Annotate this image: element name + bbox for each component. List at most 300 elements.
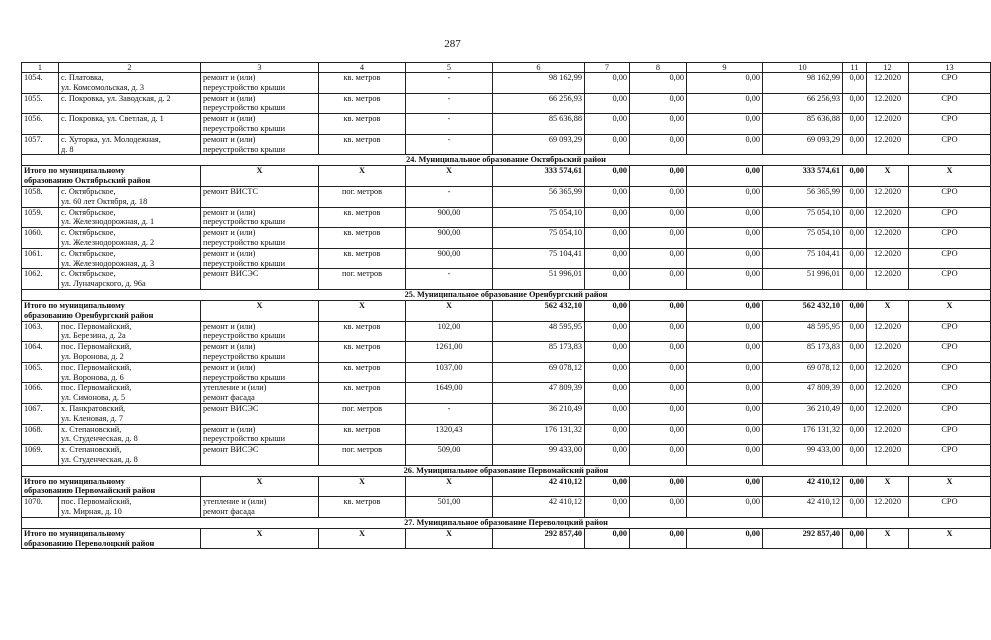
cost-column-10: 69 093,29 — [763, 134, 843, 155]
work-type: ремонт и (или) переустройство крыши — [201, 73, 319, 94]
cost-column-10: 75 054,10 — [763, 228, 843, 249]
cost-column-9: 0,00 — [687, 383, 763, 404]
completion-date: 12.2020 — [867, 73, 909, 94]
table-row — [22, 342, 991, 363]
cost-column-8: 0,00 — [630, 73, 687, 94]
cost-column-7: 0,00 — [585, 476, 630, 497]
quantity: 501,00 — [406, 497, 493, 518]
unit: кв. метров — [319, 114, 406, 135]
cost-column-11: 0,00 — [843, 207, 867, 228]
cost-column-9: 0,00 — [687, 528, 763, 549]
cost-column-11: 0,00 — [843, 528, 867, 549]
completion-date: 12.2020 — [867, 403, 909, 424]
cost-column-11: 0,00 — [843, 424, 867, 445]
cost-column-11: 0,00 — [843, 134, 867, 155]
completion-date: 12.2020 — [867, 383, 909, 404]
unit: X — [319, 528, 406, 549]
total-cost: 75 104,41 — [493, 248, 585, 269]
quantity: - — [406, 134, 493, 155]
table-row — [22, 269, 991, 290]
completion-date: X — [867, 166, 909, 187]
column-number: 1 — [22, 63, 59, 73]
work-type: ремонт ВИСЭС — [201, 403, 319, 424]
section-title: 26. Муниципальное образование Первомайский район — [22, 465, 991, 476]
cost-column-8: 0,00 — [630, 445, 687, 466]
cost-column-10: 48 595,95 — [763, 321, 843, 342]
cost-column-10: 176 131,32 — [763, 424, 843, 445]
column-number: 13 — [909, 63, 991, 73]
method: СРО — [909, 424, 991, 445]
cost-column-10: 66 256,93 — [763, 93, 843, 114]
cost-column-7: 0,00 — [585, 362, 630, 383]
cost-column-7: 0,00 — [585, 248, 630, 269]
cost-column-8: 0,00 — [630, 93, 687, 114]
row-number: 1054. — [22, 73, 59, 94]
section-title: 27. Муниципальное образование Переволоцкий район — [22, 517, 991, 528]
cost-column-11: 0,00 — [843, 383, 867, 404]
quantity: X — [406, 166, 493, 187]
cost-column-7: 0,00 — [585, 300, 630, 321]
completion-date: 12.2020 — [867, 342, 909, 363]
total-cost: 51 996,01 — [493, 269, 585, 290]
cost-column-10: 85 173,83 — [763, 342, 843, 363]
address: с. Октябрьское, ул. Луначарского, д. 96а — [59, 269, 201, 290]
cost-column-9: 0,00 — [687, 403, 763, 424]
total-cost: 48 595,95 — [493, 321, 585, 342]
cost-column-9: 0,00 — [687, 321, 763, 342]
quantity: 900,00 — [406, 207, 493, 228]
quantity: - — [406, 73, 493, 94]
cost-column-11: 0,00 — [843, 269, 867, 290]
unit: кв. метров — [319, 207, 406, 228]
cost-column-8: 0,00 — [630, 383, 687, 404]
cost-column-8: 0,00 — [630, 300, 687, 321]
address: с. Октябрьское, ул. Железнодорожная, д. 1 — [59, 207, 201, 228]
work-type: ремонт и (или) переустройство крыши — [201, 114, 319, 135]
cost-column-8: 0,00 — [630, 228, 687, 249]
table-row — [22, 228, 991, 249]
cost-column-7: 0,00 — [585, 342, 630, 363]
table-row — [22, 134, 991, 155]
address: пос. Первомайский, ул. Симонова, д. 5 — [59, 383, 201, 404]
cost-column-10: 333 574,61 — [763, 166, 843, 187]
cost-column-10: 36 210,49 — [763, 403, 843, 424]
cost-column-9: 0,00 — [687, 134, 763, 155]
cost-column-7: 0,00 — [585, 528, 630, 549]
total-cost: 66 256,93 — [493, 93, 585, 114]
cost-column-7: 0,00 — [585, 269, 630, 290]
row-number: 1058. — [22, 186, 59, 207]
cost-column-7: 0,00 — [585, 445, 630, 466]
work-type: ремонт ВИСЭС — [201, 269, 319, 290]
quantity: X — [406, 528, 493, 549]
unit: X — [319, 300, 406, 321]
table-row — [22, 445, 991, 466]
total-cost: 85 636,88 — [493, 114, 585, 135]
column-number: 9 — [687, 63, 763, 73]
cost-column-10: 47 809,39 — [763, 383, 843, 404]
method: СРО — [909, 383, 991, 404]
cost-column-10: 69 078,12 — [763, 362, 843, 383]
address: с. Октябрьское, ул. Железнодорожная, д. 3 — [59, 248, 201, 269]
column-number: 12 — [867, 63, 909, 73]
completion-date: 12.2020 — [867, 228, 909, 249]
completion-date: 12.2020 — [867, 207, 909, 228]
method: СРО — [909, 362, 991, 383]
cost-column-11: 0,00 — [843, 342, 867, 363]
completion-date: 12.2020 — [867, 445, 909, 466]
cost-column-7: 0,00 — [585, 166, 630, 187]
cost-column-10: 75 054,10 — [763, 207, 843, 228]
table-row — [22, 73, 991, 94]
cost-column-11: 0,00 — [843, 497, 867, 518]
cost-column-9: 0,00 — [687, 424, 763, 445]
column-number: 10 — [763, 63, 843, 73]
cost-column-8: 0,00 — [630, 497, 687, 518]
table-row — [22, 383, 991, 404]
table-row — [22, 424, 991, 445]
completion-date: 12.2020 — [867, 114, 909, 135]
unit: пог. метров — [319, 445, 406, 466]
quantity: 509,00 — [406, 445, 493, 466]
cost-column-10: 42 410,12 — [763, 497, 843, 518]
table-row — [22, 207, 991, 228]
row-number: 1061. — [22, 248, 59, 269]
completion-date: 12.2020 — [867, 269, 909, 290]
cost-column-9: 0,00 — [687, 476, 763, 497]
column-number-header-row — [22, 63, 991, 73]
row-number: 1062. — [22, 269, 59, 290]
subtotal-label: Итого по муниципальному образованию Первомайский район — [22, 476, 201, 497]
total-cost: 562 432,10 — [493, 300, 585, 321]
work-type: ремонт ВИСТС — [201, 186, 319, 207]
total-cost: 47 809,39 — [493, 383, 585, 404]
completion-date: 12.2020 — [867, 134, 909, 155]
cost-column-9: 0,00 — [687, 166, 763, 187]
cost-column-9: 0,00 — [687, 362, 763, 383]
row-number: 1066. — [22, 383, 59, 404]
cost-column-9: 0,00 — [687, 497, 763, 518]
unit: пог. метров — [319, 186, 406, 207]
total-cost: 75 054,10 — [493, 228, 585, 249]
cost-column-9: 0,00 — [687, 228, 763, 249]
work-type: утепление и (или) ремонт фасада — [201, 383, 319, 404]
row-number: 1069. — [22, 445, 59, 466]
work-type: ремонт и (или) переустройство крыши — [201, 228, 319, 249]
work-type: ремонт и (или) переустройство крыши — [201, 93, 319, 114]
work-type: X — [201, 476, 319, 497]
table-row — [22, 403, 991, 424]
cost-column-9: 0,00 — [687, 300, 763, 321]
work-type: ремонт и (или) переустройство крыши — [201, 134, 319, 155]
completion-date: 12.2020 — [867, 248, 909, 269]
completion-date: X — [867, 300, 909, 321]
cost-column-10: 51 996,01 — [763, 269, 843, 290]
cost-column-10: 99 433,00 — [763, 445, 843, 466]
cost-column-7: 0,00 — [585, 73, 630, 94]
unit: кв. метров — [319, 248, 406, 269]
cost-column-11: 0,00 — [843, 362, 867, 383]
unit: кв. метров — [319, 362, 406, 383]
cost-column-8: 0,00 — [630, 362, 687, 383]
column-number: 8 — [630, 63, 687, 73]
cost-column-11: 0,00 — [843, 445, 867, 466]
cost-column-8: 0,00 — [630, 114, 687, 135]
total-cost: 99 433,00 — [493, 445, 585, 466]
method: СРО — [909, 228, 991, 249]
row-number: 1064. — [22, 342, 59, 363]
quantity: - — [406, 403, 493, 424]
unit: кв. метров — [319, 228, 406, 249]
address: пос. Первомайский, ул. Березина, д. 2а — [59, 321, 201, 342]
total-cost: 56 365,99 — [493, 186, 585, 207]
cost-column-11: 0,00 — [843, 248, 867, 269]
work-type: X — [201, 300, 319, 321]
work-type: ремонт и (или) переустройство крыши — [201, 321, 319, 342]
work-type: ремонт и (или) переустройство крыши — [201, 362, 319, 383]
section-heading-row — [22, 155, 991, 166]
work-type: ремонт и (или) переустройство крыши — [201, 424, 319, 445]
work-type: X — [201, 166, 319, 187]
unit: кв. метров — [319, 321, 406, 342]
method: X — [909, 166, 991, 187]
cost-column-7: 0,00 — [585, 497, 630, 518]
method: СРО — [909, 269, 991, 290]
method: СРО — [909, 134, 991, 155]
cost-column-9: 0,00 — [687, 445, 763, 466]
completion-date: 12.2020 — [867, 497, 909, 518]
unit: кв. метров — [319, 383, 406, 404]
cost-column-8: 0,00 — [630, 321, 687, 342]
unit: пог. метров — [319, 269, 406, 290]
cost-column-10: 292 857,40 — [763, 528, 843, 549]
row-number: 1060. — [22, 228, 59, 249]
cost-column-8: 0,00 — [630, 166, 687, 187]
method: СРО — [909, 248, 991, 269]
method: СРО — [909, 497, 991, 518]
quantity: - — [406, 186, 493, 207]
row-number: 1067. — [22, 403, 59, 424]
address: пос. Первомайский, ул. Воронова, д. 2 — [59, 342, 201, 363]
address: с. Октябрьское, ул. Железнодорожная, д. 2 — [59, 228, 201, 249]
cost-column-11: 0,00 — [843, 300, 867, 321]
cost-column-7: 0,00 — [585, 134, 630, 155]
cost-column-7: 0,00 — [585, 186, 630, 207]
quantity: 900,00 — [406, 248, 493, 269]
quantity: 1037,00 — [406, 362, 493, 383]
row-number: 1063. — [22, 321, 59, 342]
cost-column-9: 0,00 — [687, 248, 763, 269]
quantity: - — [406, 93, 493, 114]
address: с. Покровка, ул. Заводская, д. 2 — [59, 93, 201, 114]
unit: пог. метров — [319, 403, 406, 424]
cost-column-7: 0,00 — [585, 93, 630, 114]
cost-column-10: 562 432,10 — [763, 300, 843, 321]
total-cost: 333 574,61 — [493, 166, 585, 187]
address: х. Степановский, ул. Студенческая, д. 8 — [59, 445, 201, 466]
unit: кв. метров — [319, 424, 406, 445]
work-type: ремонт ВИСЭС — [201, 445, 319, 466]
completion-date: 12.2020 — [867, 93, 909, 114]
method: СРО — [909, 93, 991, 114]
cost-column-10: 56 365,99 — [763, 186, 843, 207]
address: х. Степановский, ул. Студенческая, д. 8 — [59, 424, 201, 445]
row-number: 1065. — [22, 362, 59, 383]
cost-column-8: 0,00 — [630, 342, 687, 363]
column-number: 11 — [843, 63, 867, 73]
cost-column-9: 0,00 — [687, 73, 763, 94]
row-number: 1056. — [22, 114, 59, 135]
unit: X — [319, 476, 406, 497]
cost-column-8: 0,00 — [630, 476, 687, 497]
unit: кв. метров — [319, 497, 406, 518]
method: СРО — [909, 186, 991, 207]
cost-column-7: 0,00 — [585, 114, 630, 135]
column-number: 7 — [585, 63, 630, 73]
quantity: X — [406, 476, 493, 497]
cost-column-11: 0,00 — [843, 403, 867, 424]
total-cost: 85 173,83 — [493, 342, 585, 363]
completion-date: X — [867, 528, 909, 549]
cost-column-8: 0,00 — [630, 528, 687, 549]
method: X — [909, 300, 991, 321]
unit: кв. метров — [319, 73, 406, 94]
cost-column-11: 0,00 — [843, 114, 867, 135]
cost-column-11: 0,00 — [843, 186, 867, 207]
table-row — [22, 497, 991, 518]
quantity: 900,00 — [406, 228, 493, 249]
cost-column-7: 0,00 — [585, 383, 630, 404]
cost-column-7: 0,00 — [585, 207, 630, 228]
address: пос. Первомайский, ул. Воронова, д. 6 — [59, 362, 201, 383]
cost-column-11: 0,00 — [843, 166, 867, 187]
total-cost: 69 093,29 — [493, 134, 585, 155]
completion-date: 12.2020 — [867, 321, 909, 342]
column-number: 6 — [493, 63, 585, 73]
section-title: 24. Муниципальное образование Октябрьский район — [22, 155, 991, 166]
cost-column-9: 0,00 — [687, 114, 763, 135]
cost-column-9: 0,00 — [687, 93, 763, 114]
column-number: 4 — [319, 63, 406, 73]
subtotal-label: Итого по муниципальному образованию Октябрьский район — [22, 166, 201, 187]
method: X — [909, 476, 991, 497]
work-type: X — [201, 528, 319, 549]
address: с. Платовка, ул. Комсомольская, д. 3 — [59, 73, 201, 94]
section-title: 25. Муниципальное образование Оренбургский район — [22, 289, 991, 300]
cost-column-9: 0,00 — [687, 342, 763, 363]
row-number: 1057. — [22, 134, 59, 155]
completion-date: 12.2020 — [867, 424, 909, 445]
cost-column-11: 0,00 — [843, 476, 867, 497]
column-number: 3 — [201, 63, 319, 73]
method: X — [909, 528, 991, 549]
subtotal-row — [22, 476, 991, 497]
address: х. Панкратовский, ул. Кленовая, д. 7 — [59, 403, 201, 424]
unit: кв. метров — [319, 134, 406, 155]
table-row — [22, 362, 991, 383]
cost-column-9: 0,00 — [687, 186, 763, 207]
method: СРО — [909, 342, 991, 363]
quantity: - — [406, 269, 493, 290]
subtotal-label: Итого по муниципальному образованию Оренбургский район — [22, 300, 201, 321]
table-row — [22, 321, 991, 342]
address: с. Покровка, ул. Светлая, д. 1 — [59, 114, 201, 135]
cost-column-10: 98 162,99 — [763, 73, 843, 94]
total-cost: 42 410,12 — [493, 497, 585, 518]
section-heading-row — [22, 289, 991, 300]
subtotal-row — [22, 166, 991, 187]
cost-column-8: 0,00 — [630, 403, 687, 424]
method: СРО — [909, 321, 991, 342]
column-number: 5 — [406, 63, 493, 73]
quantity: 102,00 — [406, 321, 493, 342]
row-number: 1070. — [22, 497, 59, 518]
total-cost: 36 210,49 — [493, 403, 585, 424]
cost-column-8: 0,00 — [630, 207, 687, 228]
table-row — [22, 93, 991, 114]
cost-column-11: 0,00 — [843, 321, 867, 342]
address: с. Октябрьское, ул. 60 лет Октября, д. 18 — [59, 186, 201, 207]
cost-column-8: 0,00 — [630, 186, 687, 207]
method: СРО — [909, 73, 991, 94]
unit: кв. метров — [319, 93, 406, 114]
cost-column-7: 0,00 — [585, 403, 630, 424]
cost-column-7: 0,00 — [585, 228, 630, 249]
row-number: 1059. — [22, 207, 59, 228]
total-cost: 75 054,10 — [493, 207, 585, 228]
subtotal-row — [22, 300, 991, 321]
cost-column-8: 0,00 — [630, 248, 687, 269]
quantity: 1261,00 — [406, 342, 493, 363]
work-type: ремонт и (или) переустройство крыши — [201, 207, 319, 228]
page-number: 287 — [444, 38, 461, 50]
cost-column-7: 0,00 — [585, 424, 630, 445]
unit: X — [319, 166, 406, 187]
subtotal-row — [22, 528, 991, 549]
total-cost: 176 131,32 — [493, 424, 585, 445]
table-row — [22, 186, 991, 207]
quantity: X — [406, 300, 493, 321]
row-number: 1055. — [22, 93, 59, 114]
method: СРО — [909, 114, 991, 135]
completion-date: 12.2020 — [867, 362, 909, 383]
cost-column-10: 42 410,12 — [763, 476, 843, 497]
quantity: - — [406, 114, 493, 135]
cost-column-8: 0,00 — [630, 269, 687, 290]
cost-column-10: 75 104,41 — [763, 248, 843, 269]
work-type: утепление и (или) ремонт фасада — [201, 497, 319, 518]
cost-column-7: 0,00 — [585, 321, 630, 342]
cost-column-11: 0,00 — [843, 93, 867, 114]
total-cost: 292 857,40 — [493, 528, 585, 549]
cost-column-11: 0,00 — [843, 228, 867, 249]
column-number: 2 — [59, 63, 201, 73]
cost-column-9: 0,00 — [687, 269, 763, 290]
quantity: 1649,00 — [406, 383, 493, 404]
work-type: ремонт и (или) переустройство крыши — [201, 248, 319, 269]
cost-column-10: 85 636,88 — [763, 114, 843, 135]
completion-date: 12.2020 — [867, 186, 909, 207]
subtotal-label: Итого по муниципальному образованию Переволоцкий район — [22, 528, 201, 549]
unit: кв. метров — [319, 342, 406, 363]
method: СРО — [909, 403, 991, 424]
table-row — [22, 248, 991, 269]
repair-registry-table — [21, 62, 991, 549]
method: СРО — [909, 445, 991, 466]
completion-date: X — [867, 476, 909, 497]
table-row — [22, 114, 991, 135]
section-heading-row — [22, 465, 991, 476]
